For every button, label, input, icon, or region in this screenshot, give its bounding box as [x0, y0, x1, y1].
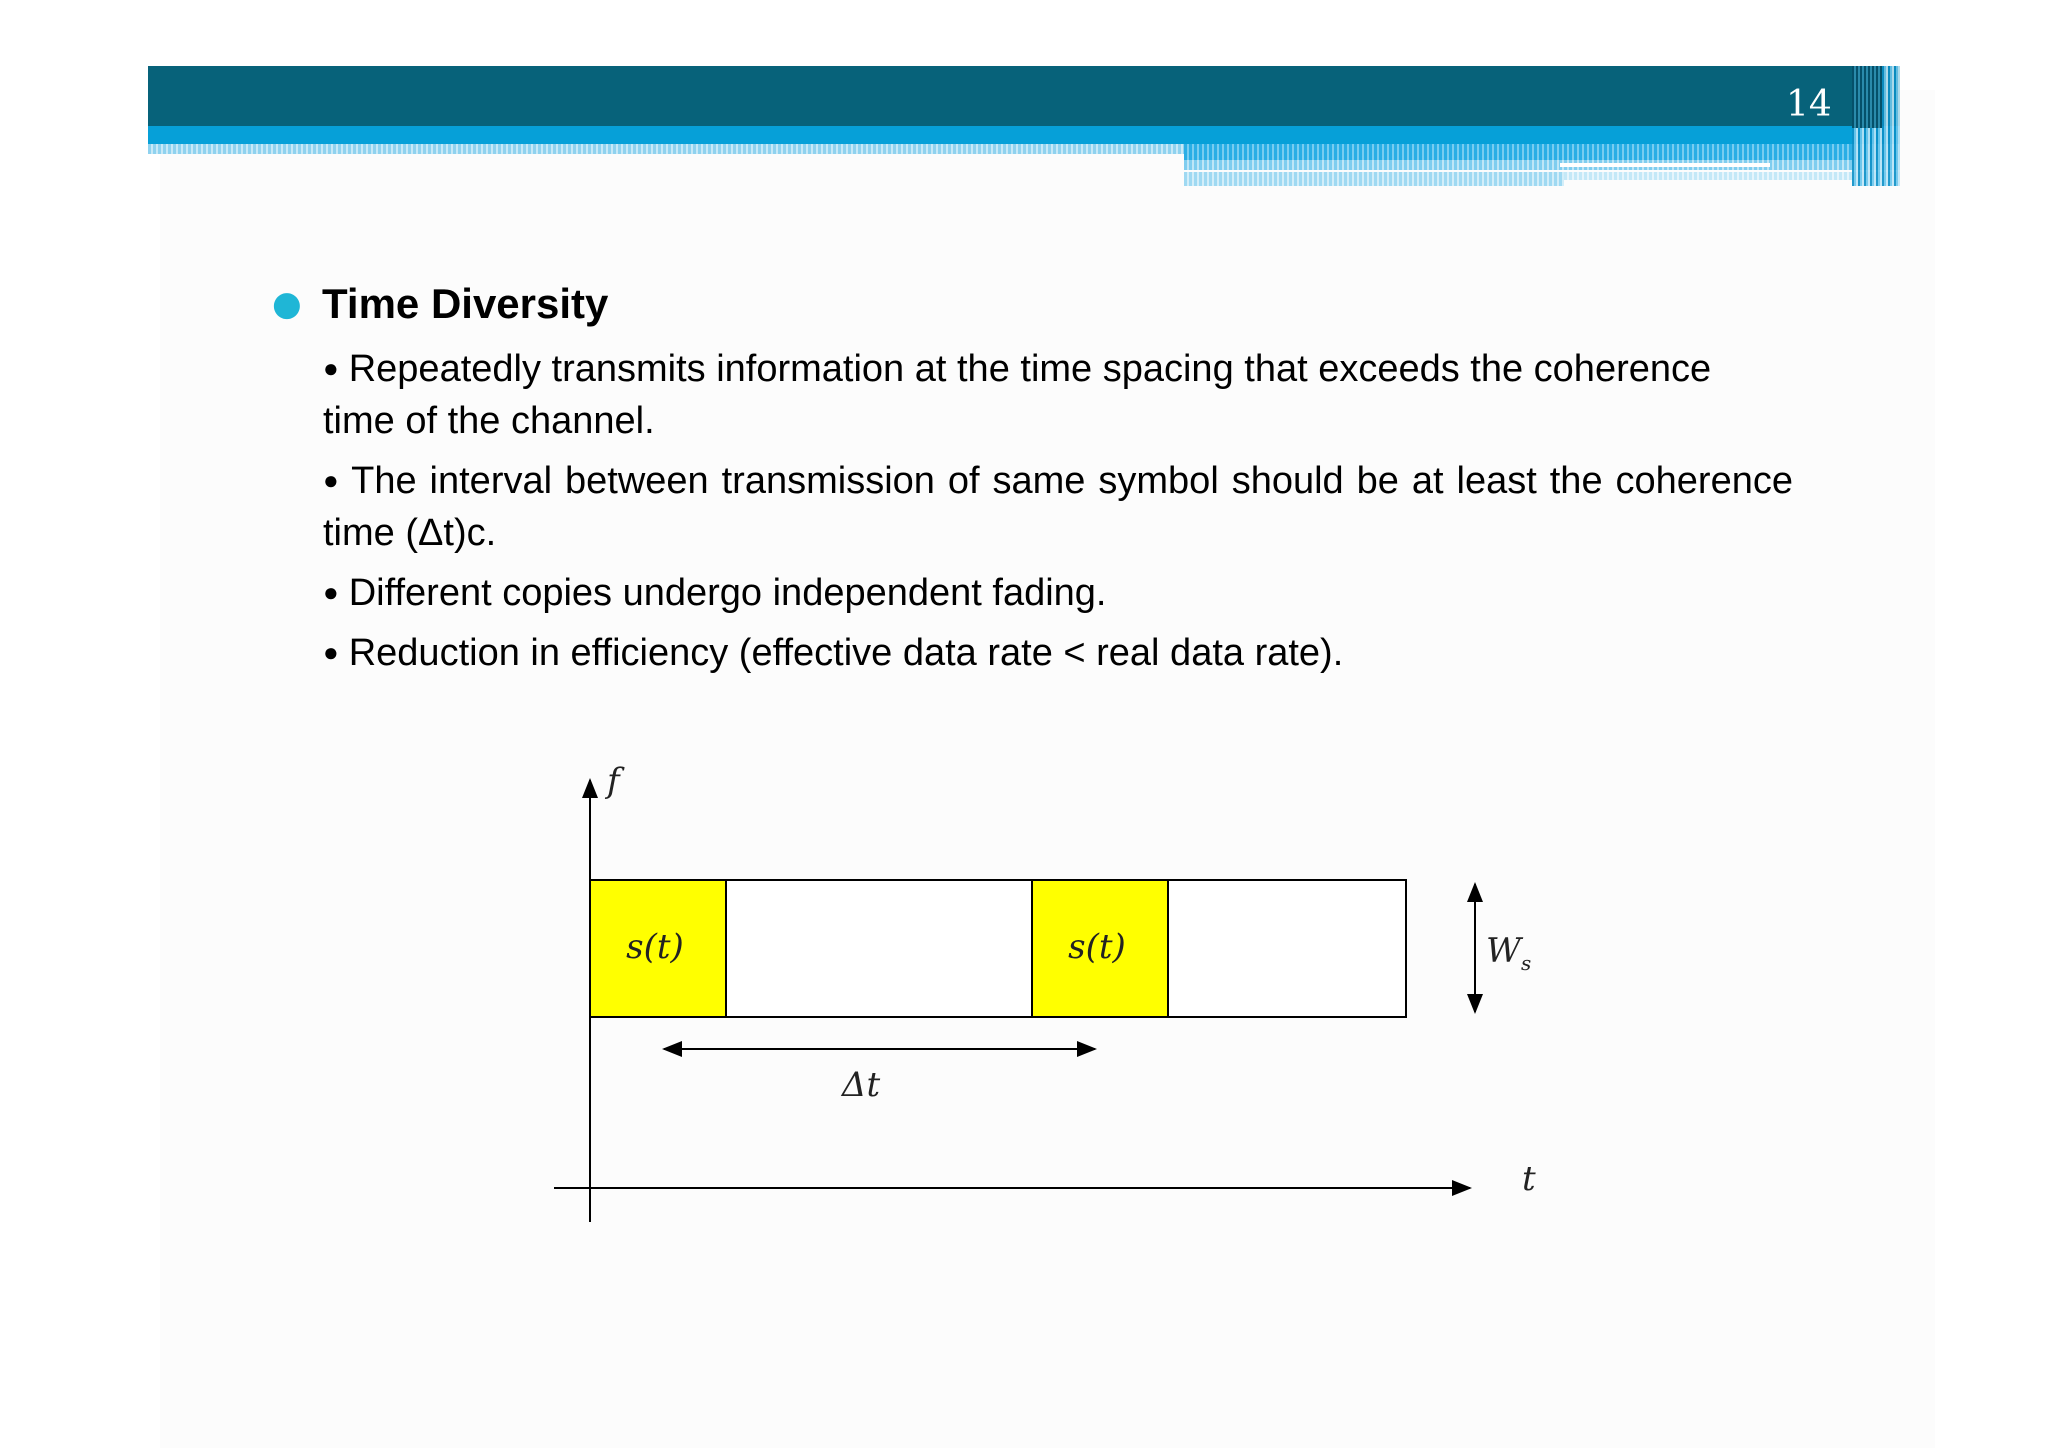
bullet-text: Reduction in efficiency (effective data rate < real data rate).: [348, 632, 1344, 674]
bullet-text: The interval between transmission of same symbol should be at least the coherence time (Δt)c.: [323, 460, 1793, 554]
page-number: 14: [1786, 84, 1832, 125]
interval-label: Δt: [841, 1065, 881, 1105]
slide-title: Time Diversity: [322, 280, 609, 327]
bullet-dot-icon: ●: [323, 577, 339, 607]
x-axis-label: t: [1522, 1159, 1536, 1199]
symbol-block-1-label: s(t): [626, 927, 684, 967]
bullet-dot-icon: ●: [323, 637, 339, 667]
bandwidth-label-sub: s: [1520, 951, 1532, 975]
symbol-block-2-label: s(t): [1068, 927, 1126, 967]
bullet-dot-icon: ●: [323, 353, 339, 383]
bandwidth-label-main: W: [1486, 931, 1521, 971]
y-axis-label: f: [607, 761, 620, 801]
bullet-text: Different copies undergo independent fading.: [348, 572, 1107, 614]
bandwidth-label: [1486, 931, 1531, 975]
bullet-dot-icon: ●: [323, 465, 342, 495]
bullet-text: Repeatedly transmits information at the time spacing that exceeds the coherence time of the channel.: [323, 348, 1712, 442]
title-bullet-icon: ●: [272, 284, 302, 324]
